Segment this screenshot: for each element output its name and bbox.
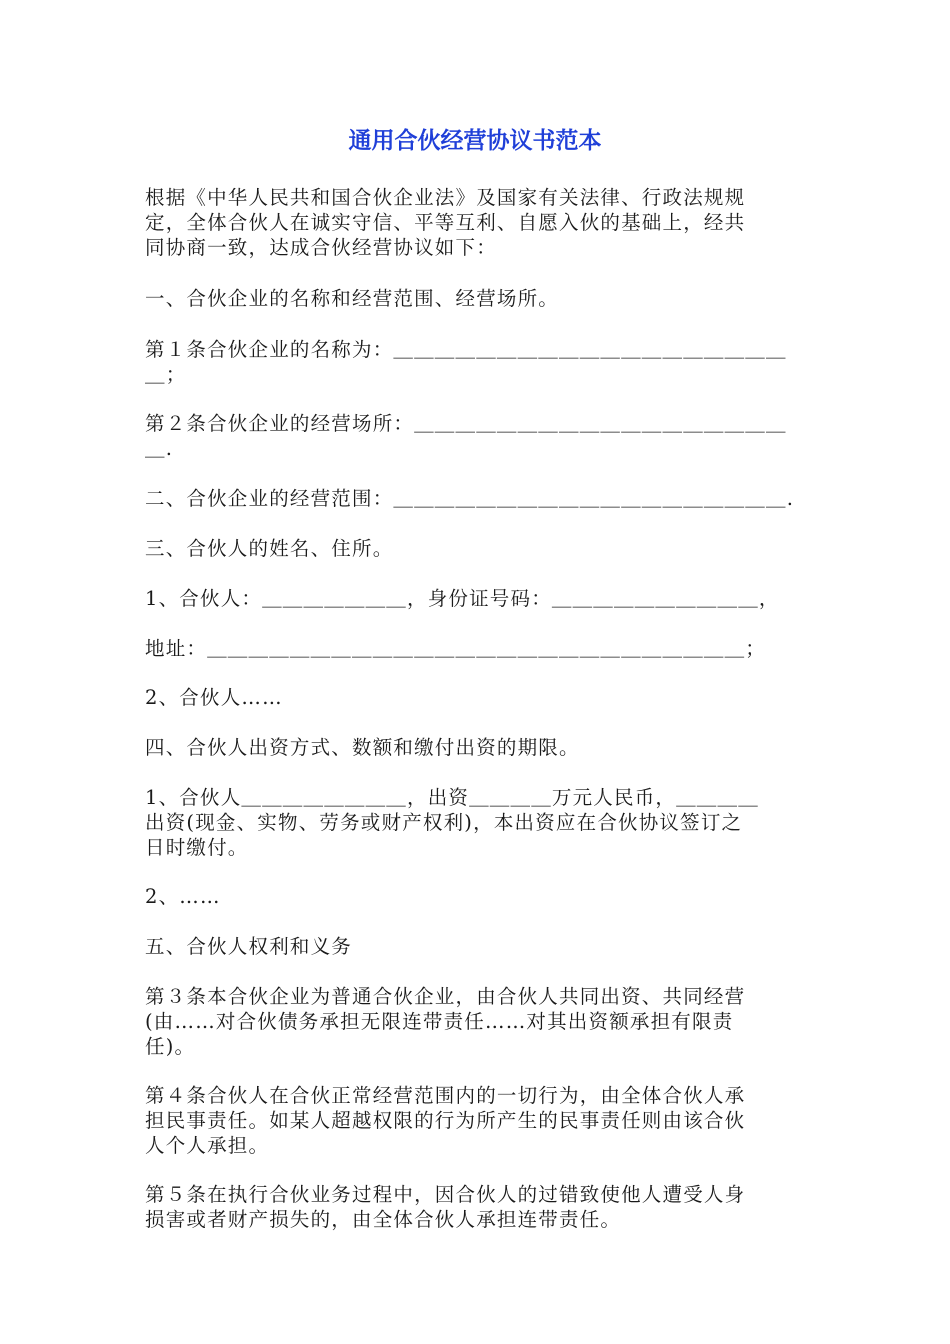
section-heading-4: [145, 735, 807, 760]
text-line: 第２条合伙企业的经营场所：＿＿＿＿＿＿＿＿＿＿＿＿＿＿＿＿＿＿: [145, 412, 787, 435]
contribution-1: [145, 785, 807, 860]
text-line: 四、合伙人出资方式、数额和缴付出资的期限。: [145, 736, 580, 759]
text-line: 地址：＿＿＿＿＿＿＿＿＿＿＿＿＿＿＿＿＿＿＿＿＿＿＿＿＿＿；: [145, 637, 767, 660]
text-line: 日时缴付。: [145, 836, 249, 859]
partner-1-address: [145, 636, 807, 661]
article-2: [145, 411, 807, 461]
contribution-2: [145, 884, 807, 909]
text-line: 1、合伙人：＿＿＿＿＿＿＿，身份证号码：＿＿＿＿＿＿＿＿＿＿，: [145, 587, 780, 610]
text-line: 一、合伙企业的名称和经营范围、经营场所。: [145, 287, 560, 310]
text-line: 定，全体合伙人在诚实守信、平等互利、自愿入伙的基础上，经共: [145, 211, 746, 234]
partner-1-id: [145, 586, 807, 611]
text-line: 三、合伙人的姓名、住所。: [145, 537, 394, 560]
article-5: [145, 1182, 807, 1232]
text-line: 2、合伙人……: [145, 686, 283, 709]
text-line: ＿；: [145, 363, 187, 386]
article-1: [145, 337, 807, 387]
text-line: 第１条合伙企业的名称为：＿＿＿＿＿＿＿＿＿＿＿＿＿＿＿＿＿＿＿: [145, 338, 787, 361]
text-line: 五、合伙人权利和义务: [145, 935, 353, 958]
paragraph-preamble: [145, 185, 807, 260]
text-line: 第４条合伙人在合伙正常经营范围内的一切行为，由全体合伙人承: [145, 1084, 746, 1107]
text-line: 第５条在执行合伙业务过程中，因合伙人的过错致使他人遭受人身: [145, 1183, 746, 1206]
text-line: 损害或者财产损失的，由全体合伙人承担连带责任。: [145, 1208, 622, 1231]
text-line: 2、……: [145, 885, 221, 908]
text-line: (由……对合伙债务承担无限连带责任……对其出资额承担有限责: [145, 1010, 734, 1033]
text-line: 出资(现金、实物、劳务或财产权利)，本出资应在合伙协议签订之: [145, 811, 743, 834]
article-3: [145, 984, 807, 1059]
text-line: 任)。: [145, 1035, 196, 1058]
section-heading-3: [145, 536, 807, 561]
text-line: 二、合伙企业的经营范围：＿＿＿＿＿＿＿＿＿＿＿＿＿＿＿＿＿＿＿.: [145, 487, 795, 510]
document-title: 通用合伙经营协议书范本: [348, 128, 602, 154]
text-line: ＿.: [145, 437, 174, 460]
article-4: [145, 1083, 807, 1158]
text-line: 担民事责任。如某人超越权限的行为所产生的民事责任则由该合伙: [145, 1109, 746, 1132]
text-line: 人个人承担。: [145, 1134, 270, 1157]
text-line: 1、合伙人＿＿＿＿＿＿＿＿，出资＿＿＿＿万元人民币，＿＿＿＿: [145, 786, 759, 809]
section-heading-2: [145, 486, 807, 511]
section-heading-1: [145, 286, 807, 311]
text-line: 同协商一致，达成合伙经营协议如下：: [145, 236, 497, 259]
text-line: 第３条本合伙企业为普通合伙企业，由合伙人共同出资、共同经营: [145, 985, 746, 1008]
text-line: 根据《中华人民共和国合伙企业法》及国家有关法律、行政法规规: [145, 186, 746, 209]
section-heading-5: [145, 934, 807, 959]
partner-2: [145, 685, 807, 710]
